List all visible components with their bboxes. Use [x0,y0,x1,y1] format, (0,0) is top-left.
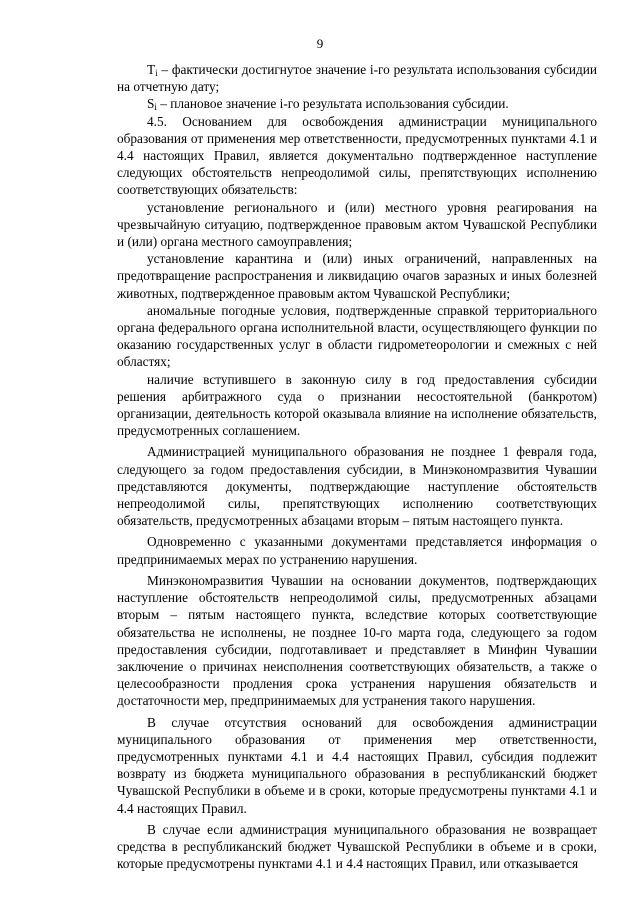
paragraph-bankruptcy: наличие вступившего в законную силу в год предоставления субсидии решения арбитражного суда о признании несостоятельной (банкротом) организации, деятельность которой оказывала влияние на исполнение обязательств, предусмотренных соглашением. [117,371,597,439]
paragraph-documents-deadline: Администрацией муниципального образования не позднее 1 февраля года, следующего за годом предоставления субсидии, в Минэкономразвития Чувашии представляются документы, подтверждающие наступление обстоятельств непреодолимой силы, препятствующих исполнению соответствующих обязательств, предусмотренных абзацами вторым – пятым настоящего пункта. [117,444,597,529]
variable-t: T [147,62,156,77]
variable-t-index: i [155,68,158,78]
paragraph-emergency: установление регионального и (или) местного уровня реагирования на чрезвычайную ситуацию, подтвержденное правовым актом Чувашской Республики и (или) органа местного самоуправления; [117,199,597,250]
definition-s [117,95,597,112]
paragraph-quarantine: установление карантина и (или) иных ограничений, направленных на предотвращение распространения и ликвидацию очагов заразных и иных болезней животных, подтвержденное правовым актом Чувашской Республики; [117,251,597,301]
paragraph-measures-info: Одновременно с указанными документами представляется информация о предпринимаемых мерах по устранению нарушения. [117,534,597,567]
document-body [117,61,597,872]
variable-s: S [147,96,155,112]
variable-s-index: i [154,102,157,113]
paragraph-ministry-conclusion: Минэкономразвития Чувашии на основании документов, подтверждающих наступление обстоятельств непреодолимой силы, предусмотренных абзацами вторым – пятым настоящего пункта, вследствие которых соответствующие обязательства не исполнены, не позднее 10-го марта года, следующего за годом предоставления субсидии, подготавливает и представляет в Минфин Чувашии заключение о причинах неисполнения соответствующих обязательств, а также о целесообразности продления срока устранения нарушения обязательств и достаточности мер, предпринимаемых для устранения такого нарушения. [117,572,597,709]
definition-s-text: – плановое значение i-го результата использования субсидии. [156,96,509,112]
paragraph-4-5: 4.5. Основанием для освобождения администрации муниципального образования от применения мер ответственности, предусмотренных пунктами 4.1 и 4.4 настоящих Правил, является документально подтвержденное наступление следующих обстоятельств непреодолимой силы, препятствующих исполнению соответствующих обязательств: [117,113,597,198]
paragraph-weather: аномальные погодные условия, подтвержденные справкой территориального органа федерального органа исполнительной власти, осуществляющего функции по оказанию государственных услуг в области гидрометеорологии и смежных с ней областях; [117,302,597,370]
paragraph-refund: В случае отсутствия оснований для освобождения администрации муниципального образования от применения мер ответственности, предусмотренных пунктами 4.1 и 4.4 настоящих Правил, субсидия подлежит возврату из бюджета муниципального образования в республиканский бюджет Чувашской Республики в объеме и в сроки, которые предусмотрены пунктами 4.1 и 4.4 настоящих Правил. [117,714,597,816]
definition-t [117,61,597,95]
paragraph-nonreturn: В случае если администрация муниципального образования не возвращает средства в республиканский бюджет Чувашской Республики в объеме и в сроки, которые предусмотрены пунктами 4.1 и 4.4 настоящих Правил, или отказывается [117,821,597,872]
definition-t-text: – фактически достигнутое значение i-го результата использования субсидии на отчетную дату; [117,62,597,95]
page-number: 9 [316,36,324,51]
